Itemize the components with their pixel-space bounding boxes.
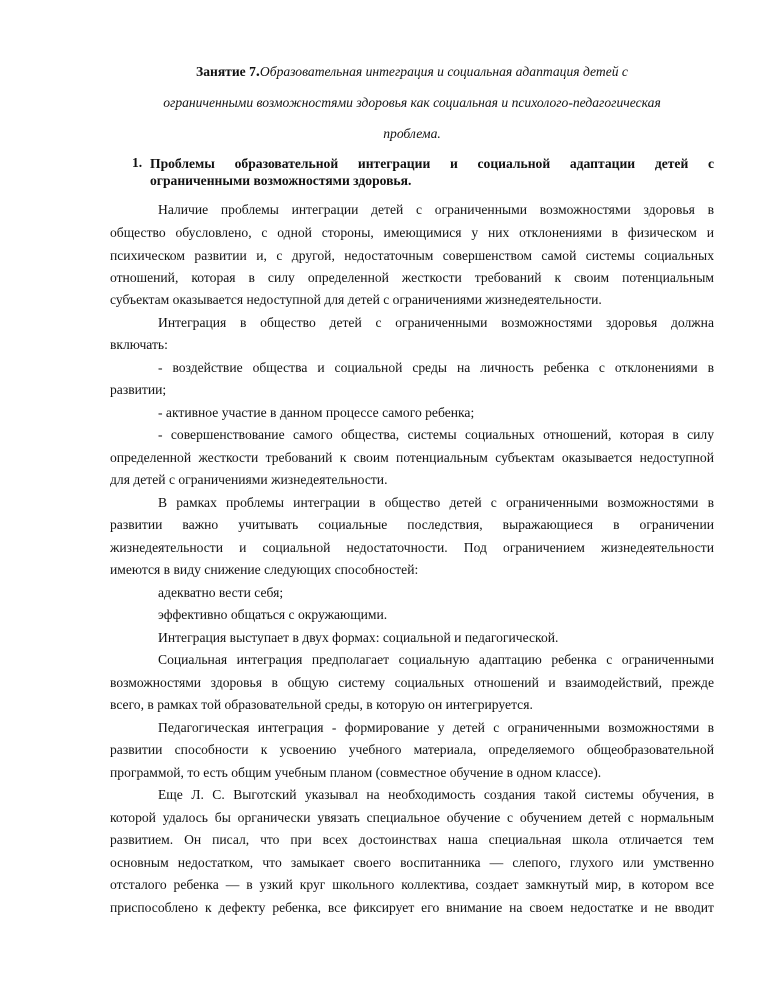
body-line: Социальная интеграция предполагает социальную адаптацию ребенка с ограниченными bbox=[158, 652, 714, 667]
list-item: адекватно вести себя; bbox=[158, 585, 284, 600]
body-line: определенной жесткости требований к своим потенциальным субъектам оказывается недоступной bbox=[110, 450, 714, 465]
body-line: развитии способности к усвоению учебного материала, определяемого общеобразовательной bbox=[110, 742, 714, 757]
body-line: развитием. Он писал, что при всех достоинствах наша специальная школа отличается тем bbox=[110, 832, 714, 847]
body-line: Интеграция в общество детей с ограниченными возможностями здоровья должна bbox=[158, 315, 714, 330]
section-heading-line-1: Проблемы образовательной интеграции и социальной адаптации детей с bbox=[150, 156, 714, 171]
body-line: В рамках проблемы интеграции в общество детей с ограниченными возможностями в bbox=[158, 495, 714, 510]
body-line: отношений, которая в силу определенной жесткости требований к своим потенциальным bbox=[110, 270, 714, 285]
lesson-title-line-2: ограниченными возможностями здоровья как социальная и психолого-педагогическая bbox=[163, 95, 661, 110]
section-number: 1. bbox=[132, 155, 143, 170]
section-heading-text bbox=[150, 155, 714, 189]
body-line: программой, то есть общим учебным планом (совместное обучение в одном классе). bbox=[110, 765, 602, 780]
body-line: психическом развитии и, с другой, недостаточным совершенством самой системы социальных bbox=[110, 248, 714, 263]
body-line: развитии; bbox=[110, 382, 167, 397]
body-line: развитии важно учитывать социальные последствия, выражающиеся в ограничении bbox=[110, 517, 714, 532]
body-line: основным недостатком, что замыкает своего воспитанника — слепого, глухого или умственно bbox=[110, 855, 714, 870]
lesson-title-line-1 bbox=[110, 63, 714, 81]
section-heading-line-2: ограниченными возможностями здоровья. bbox=[150, 173, 412, 188]
body-line: Наличие проблемы интеграции детей с ограниченными возможностями здоровья в bbox=[158, 202, 714, 217]
body-line: - воздействие общества и социальной среды на личность ребенка с отклонениями в bbox=[158, 360, 714, 375]
body-line: жизнедеятельности и социальной недостаточности. Под ограничением жизнедеятельности bbox=[110, 540, 714, 555]
body-line: общество обусловлено, с одной стороны, имеющимися у них отклонениями в физическом и bbox=[110, 225, 714, 240]
body-line: - совершенствование самого общества, системы социальных отношений, которая в силу bbox=[158, 427, 714, 442]
body-line: субъектам оказывается недоступной для детей с ограничениями жизнедеятельности. bbox=[110, 292, 602, 307]
body-line: Еще Л. С. Выготский указывал на необходимость создания такой системы обучения, в bbox=[158, 787, 714, 802]
body-line: включать: bbox=[110, 337, 168, 352]
body-line: Интеграция выступает в двух формах: социальной и педагогической. bbox=[158, 630, 559, 645]
body-line: всего, в рамках той образовательной среды, в которую он интегрируется. bbox=[110, 697, 533, 712]
body-line: Педагогическая интеграция - формирование у детей с ограниченными возможностями в bbox=[158, 720, 714, 735]
lesson-number: Занятие 7 bbox=[196, 64, 256, 79]
lesson-number-dot: . bbox=[255, 63, 260, 80]
body-line: приспособлено к дефекту ребенка, все фиксирует его внимание на своем недостатке и не вводит bbox=[110, 900, 714, 915]
body-line: которой удалось бы органически увязать специальное обучение с обучением детей с нормальным bbox=[110, 810, 714, 825]
lesson-title-text: Образовательная интеграция и социальная адаптация детей с bbox=[259, 64, 628, 79]
body-line: - активное участие в данном процессе самого ребенка; bbox=[158, 405, 475, 420]
lesson-title-line-3: проблема. bbox=[383, 126, 441, 141]
body-line: для детей с ограничениями жизнедеятельности. bbox=[110, 472, 388, 487]
body-line: имеются в виду снижение следующих способностей: bbox=[110, 562, 419, 577]
body-line: возможностями здоровья в общую систему социальных отношений и взаимодействий, прежде bbox=[110, 675, 714, 690]
list-item: эффективно общаться с окружающими. bbox=[158, 607, 388, 622]
body-line: отсталого ребенка — в узкий круг школьного коллектива, создает замкнутый мир, в котором все bbox=[110, 877, 714, 892]
